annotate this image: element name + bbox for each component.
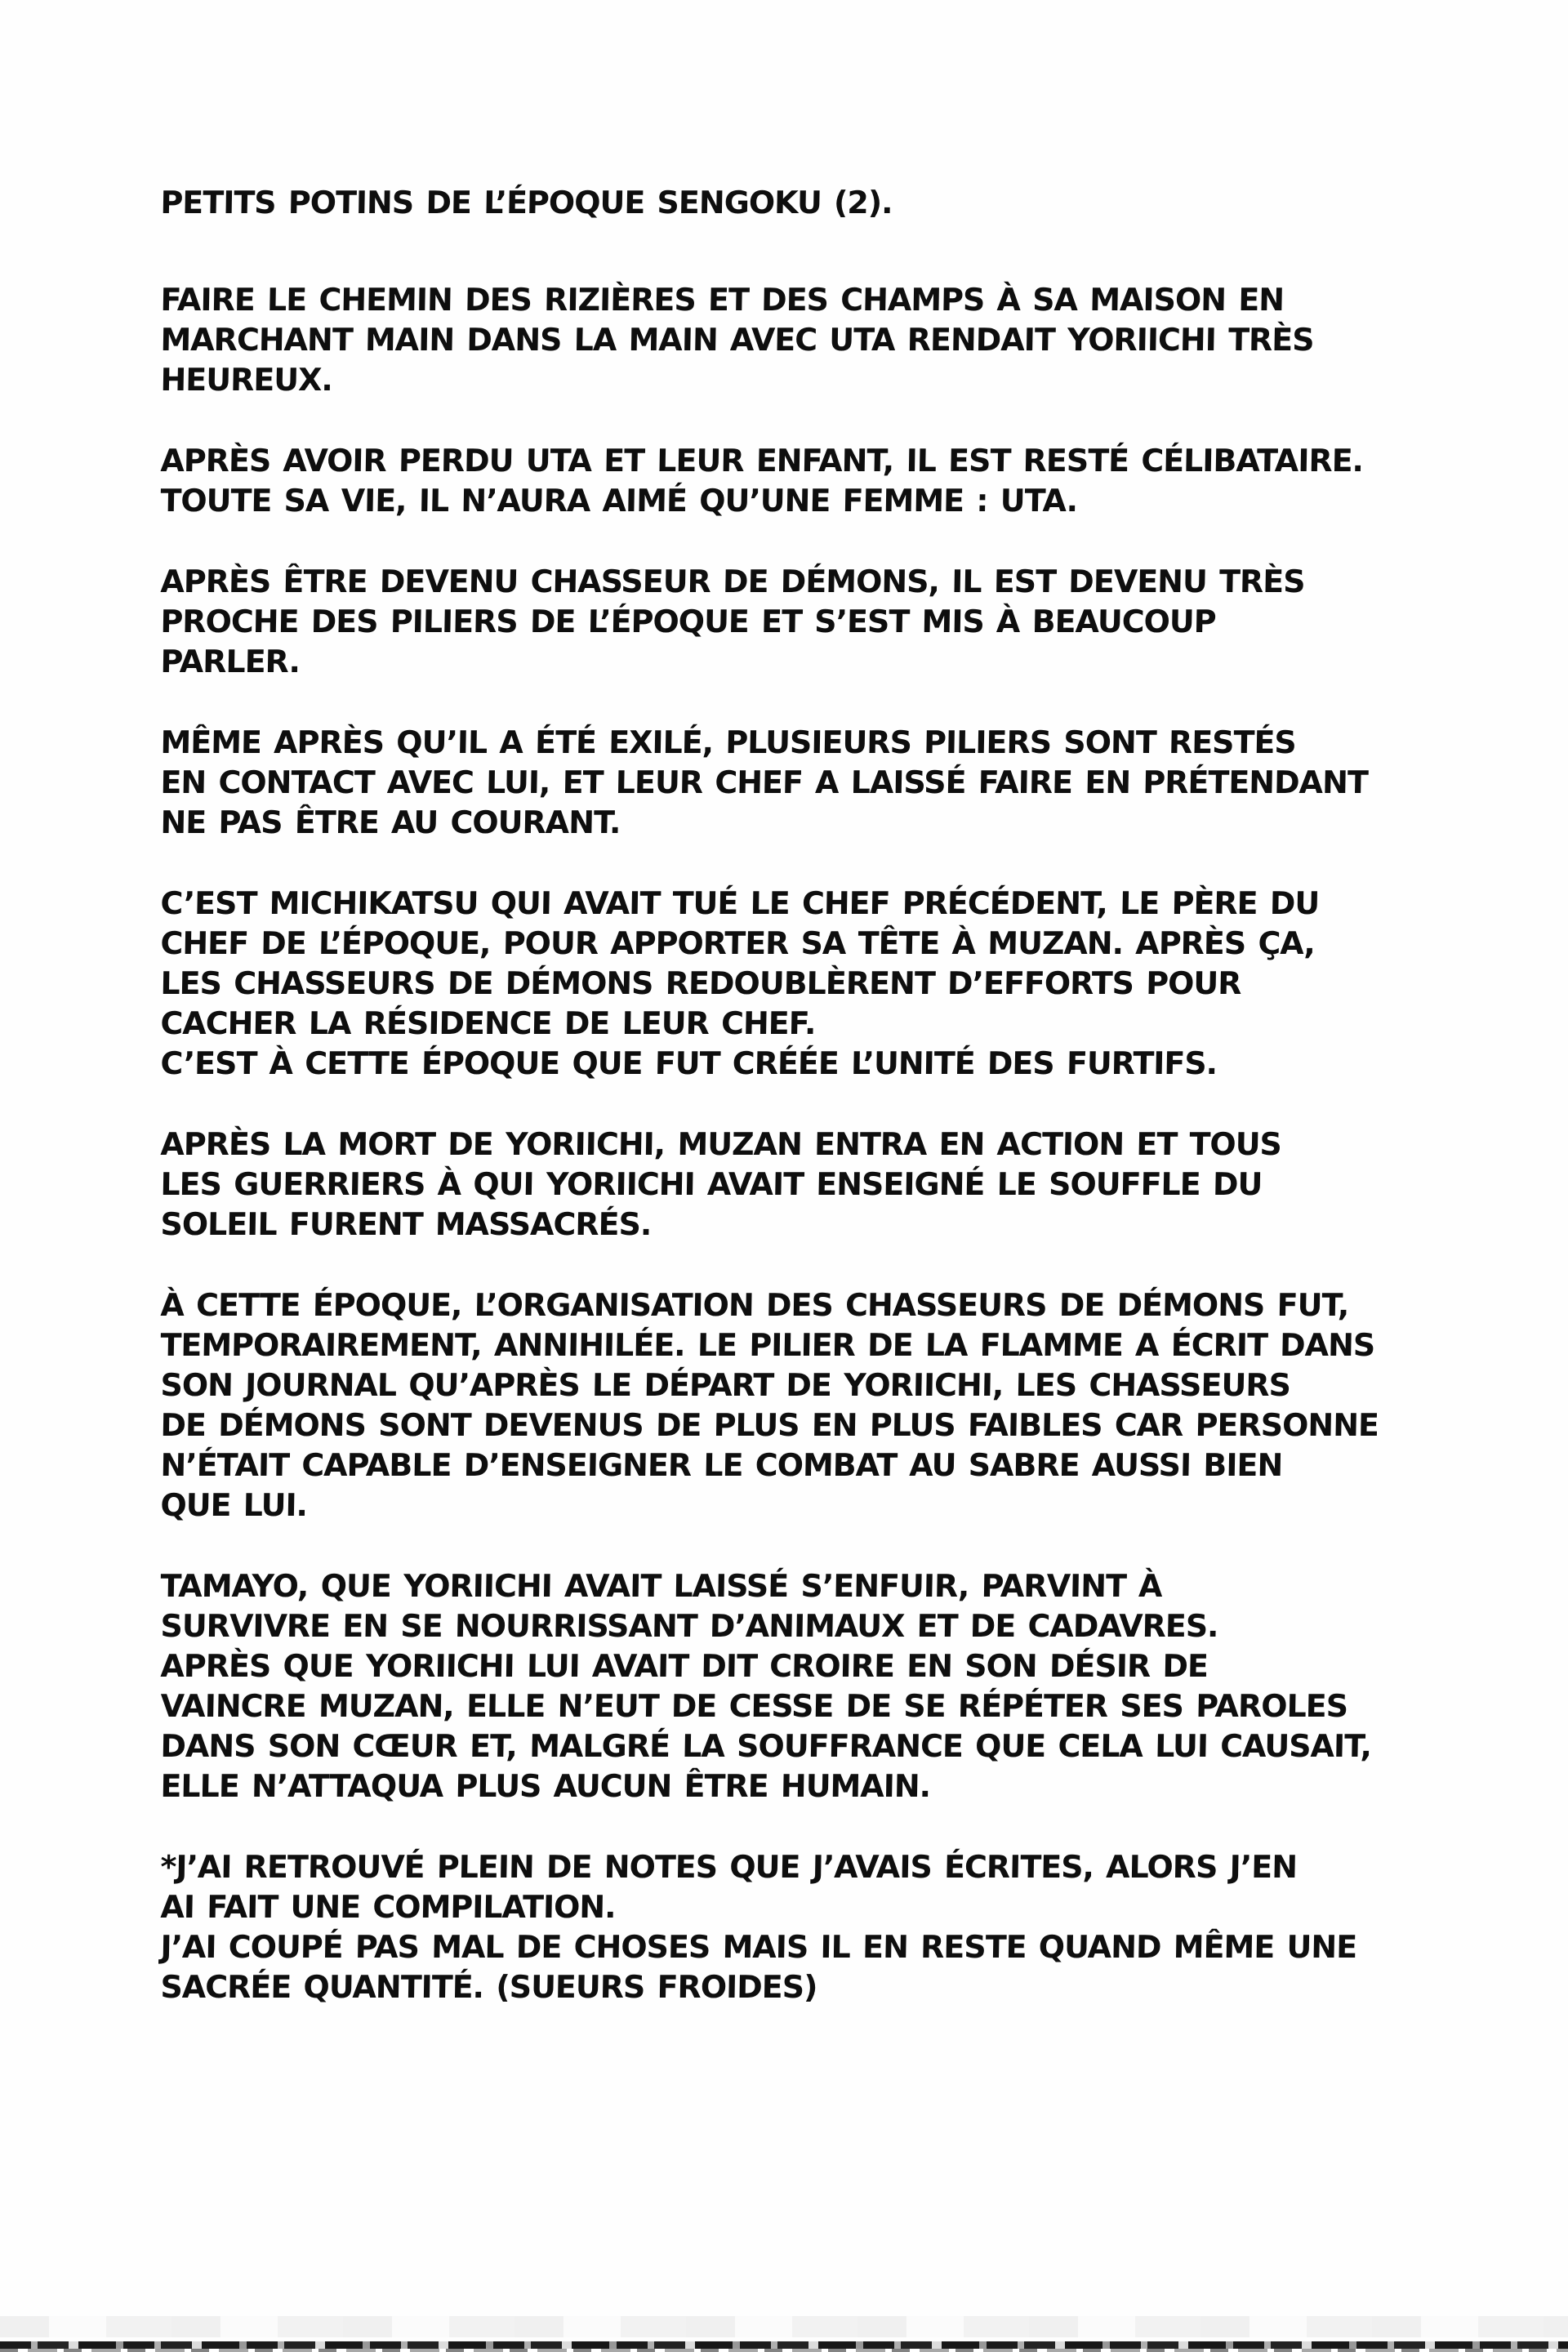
text-line: SON JOURNAL QU’APRÈS LE DÉPART DE YORIICHI, LES CHASSEURS: [160, 1367, 1291, 1403]
text-line: C’EST MICHIKATSU QUI AVAIT TUÉ LE CHEF PRÉCÉDENT, LE PÈRE DU: [160, 885, 1320, 921]
text-line: *J’AI RETROUVÉ PLEIN DE NOTES QUE J’AVAIS ÉCRITES, ALORS J’EN: [160, 1849, 1298, 1885]
text-line: TAMAYO, QUE YORIICHI AVAIT LAISSÉ S’ENFUIR, PARVINT À: [160, 1568, 1162, 1604]
text-line: MÊME APRÈS QU’IL A ÉTÉ EXILÉ, PLUSIEURS PILIERS SONT RESTÉS: [160, 724, 1297, 760]
paragraph: [160, 723, 1379, 843]
text-line: J’AI COUPÉ PAS MAL DE CHOSES MAIS IL EN RESTE QUAND MÊME UNE: [160, 1929, 1357, 1965]
text-line: SACRÉE QUANTITÉ. (SUEURS FROIDES): [160, 1969, 817, 2005]
text-line: NE PAS ÊTRE AU COURANT.: [160, 804, 621, 840]
text-line: APRÈS ÊTRE DEVENU CHASSEUR DE DÉMONS, IL EST DEVENU TRÈS: [160, 564, 1305, 599]
text-line: APRÈS QUE YORIICHI LUI AVAIT DIT CROIRE EN SON DÉSIR DE: [160, 1648, 1209, 1684]
paragraph: [160, 280, 1379, 400]
text-line: DANS SON CŒUR ET, MALGRÉ LA SOUFFRANCE QUE CELA LUI CAUSAIT,: [160, 1728, 1372, 1764]
text-line: PROCHE DES PILIERS DE L’ÉPOQUE ET S’EST MIS À BEAUCOUP: [160, 604, 1216, 639]
text-line: SOLEIL FURENT MASSACRÉS.: [160, 1206, 652, 1242]
text-body: [160, 280, 1379, 2007]
text-line: TOUTE SA VIE, IL N’AURA AIMÉ QU’UNE FEMME : UTA.: [160, 483, 1078, 519]
text-line: CHEF DE L’ÉPOQUE, POUR APPORTER SA TÊTE À MUZAN. APRÈS ÇA,: [160, 925, 1316, 961]
text-line: LES CHASSEURS DE DÉMONS REDOUBLÈRENT D’EFFORTS POUR: [160, 965, 1241, 1001]
page-title: PETITS POTINS DE L’ÉPOQUE SENGOKU (2).: [160, 185, 893, 220]
text-line: HEUREUX.: [160, 362, 333, 398]
text-line: SURVIVRE EN SE NOURRISSANT D’ANIMAUX ET DE CADAVRES.: [160, 1608, 1218, 1644]
text-line: EN CONTACT AVEC LUI, ET LEUR CHEF A LAISSÉ FAIRE EN PRÉTENDANT: [160, 764, 1369, 800]
paragraph: [160, 562, 1379, 682]
paragraph: [160, 441, 1379, 521]
paragraph: [160, 1847, 1379, 2007]
text-line: AI FAIT UNE COMPILATION.: [160, 1889, 617, 1925]
text-line: C’EST À CETTE ÉPOQUE QUE FUT CRÉÉE L’UNITÉ DES FURTIFS.: [160, 1045, 1218, 1081]
text-line: PARLER.: [160, 644, 301, 679]
paragraph: [160, 1285, 1379, 1526]
text-line: À CETTE ÉPOQUE, L’ORGANISATION DES CHASSEURS DE DÉMONS FUT,: [160, 1287, 1349, 1323]
text-block: [160, 183, 1379, 2048]
text-line: TEMPORAIREMENT, ANNIHILÉE. LE PILIER DE LA FLAMME A ÉCRIT DANS: [160, 1327, 1375, 1363]
text-line: FAIRE LE CHEMIN DES RIZIÈRES ET DES CHAMPS À SA MAISON EN: [160, 282, 1285, 318]
text-line: APRÈS LA MORT DE YORIICHI, MUZAN ENTRA EN ACTION ET TOUS: [160, 1126, 1282, 1162]
paragraph: [160, 884, 1379, 1084]
text-line: QUE LUI.: [160, 1487, 308, 1523]
text-line: N’ÉTAIT CAPABLE D’ENSEIGNER LE COMBAT AU SABRE AUSSI BIEN: [160, 1447, 1283, 1483]
paragraph: [160, 1125, 1379, 1245]
text-line: LES GUERRIERS À QUI YORIICHI AVAIT ENSEIGNÉ LE SOUFFLE DU: [160, 1166, 1263, 1202]
text-line: VAINCRE MUZAN, ELLE N’EUT DE CESSE DE SE RÉPÉTER SES PAROLES: [160, 1688, 1348, 1724]
scan-smudge-artifact: [0, 2316, 1568, 2337]
paragraph: [160, 1566, 1379, 1806]
text-line: APRÈS AVOIR PERDU UTA ET LEUR ENFANT, IL EST RESTÉ CÉLIBATAIRE.: [160, 443, 1364, 479]
text-line: CACHER LA RÉSIDENCE DE LEUR CHEF.: [160, 1005, 816, 1041]
text-line: MARCHANT MAIN DANS LA MAIN AVEC UTA RENDAIT YORIICHI TRÈS: [160, 322, 1314, 358]
text-line: DE DÉMONS SONT DEVENUS DE PLUS EN PLUS FAIBLES CAR PERSONNE: [160, 1407, 1379, 1443]
text-line: ELLE N’ATTAQUA PLUS AUCUN ÊTRE HUMAIN.: [160, 1768, 931, 1804]
scan-bottom-edge-artifact: [0, 2341, 1568, 2349]
scan-bottom-edge-artifact-2: [0, 2349, 1568, 2352]
